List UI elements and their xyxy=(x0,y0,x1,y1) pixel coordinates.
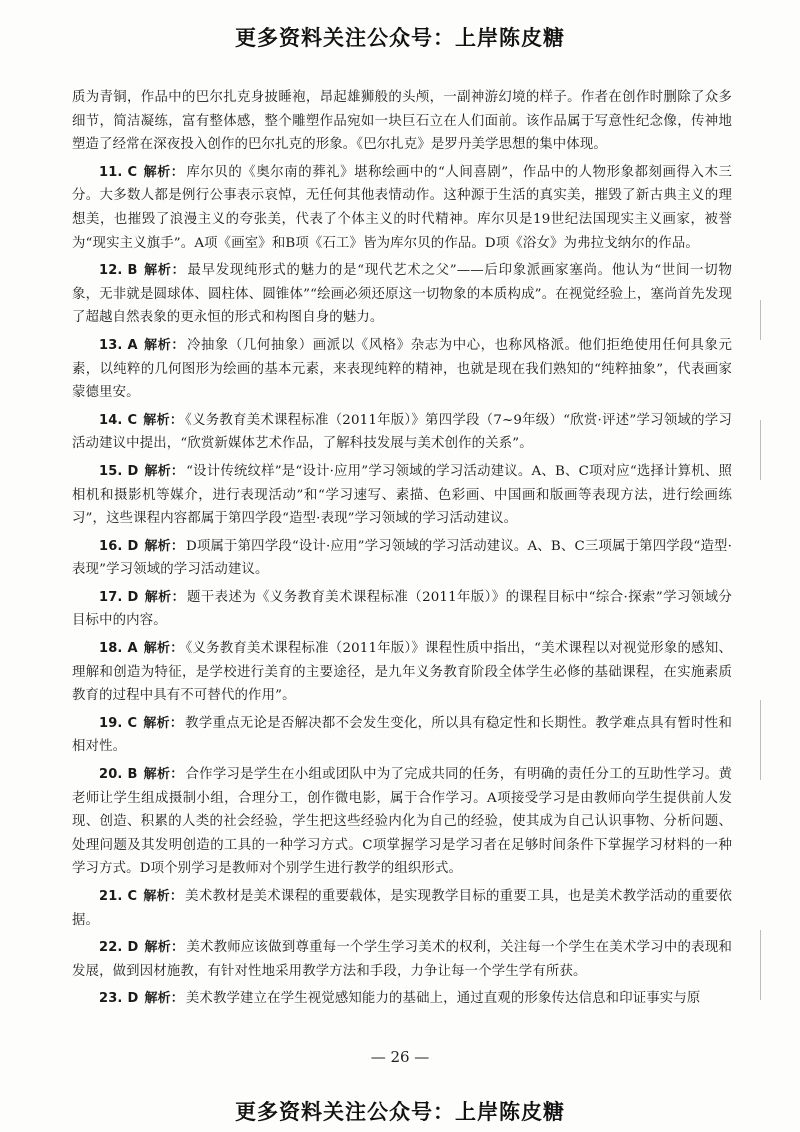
answer-label: 解析： xyxy=(143,412,184,428)
page-number: — 26 — xyxy=(370,1048,430,1066)
answer-letter: C xyxy=(127,412,138,428)
bottom-banner: 更多资料关注公众号：上岸陈皮糖 xyxy=(235,1100,565,1124)
answer-letter: C xyxy=(127,715,138,731)
answer-label: 解析： xyxy=(144,940,185,956)
question-item xyxy=(72,334,732,405)
answer-letter: D xyxy=(127,991,139,1007)
question-item xyxy=(72,987,732,1011)
answer-label: 解析： xyxy=(143,715,184,731)
intro-paragraph: 质为青铜，作品中的巴尔扎克身披睡袍，昂起雄狮般的头颅，一副神游幻境的样子。作者在创作时删除了众多细节，简洁凝练，富有整体感，整个雕塑作品宛如一块巨石立在人们面前。该作品属于写意性纪念像，传神地塑造了经常在深夜投入创作的巴尔扎克的形象。《巴尔扎克》是罗丹美学思想的集中体现。 xyxy=(72,90,732,153)
question-number: 15. xyxy=(99,463,123,479)
answer-letter: B xyxy=(127,767,138,783)
question-item xyxy=(72,409,732,456)
explanation-text: 美术教师应该做到尊重每一个学生学习美术的权利，关注每一个学生在美术学习中的表现和发展，做到因材施教，有针对性地采用教学方法和手段，力争让每一个学生学有所获。 xyxy=(72,940,733,979)
answer-letter: D xyxy=(127,589,139,605)
question-item xyxy=(72,535,732,582)
scan-edge-mark xyxy=(760,700,761,780)
question-item xyxy=(72,161,732,255)
question-number: 20. xyxy=(99,767,123,783)
answer-letter: D xyxy=(127,940,139,956)
answer-letter: D xyxy=(127,538,139,554)
answer-letter: B xyxy=(127,263,138,279)
answer-label: 解析： xyxy=(143,263,186,279)
question-number: 18. xyxy=(99,641,123,657)
answer-explanations xyxy=(72,86,732,1015)
scan-edge-mark xyxy=(760,300,761,340)
answer-label: 解析： xyxy=(143,164,185,180)
explanation-text: 教学重点无论是否解决都不会发生变化，所以具有稳定性和长期性。教学难点具有暂时性和相对性。 xyxy=(72,715,732,755)
answer-letter: A xyxy=(127,337,138,353)
question-number: 14. xyxy=(99,412,123,428)
answer-letter: C xyxy=(127,164,138,180)
answer-label: 解析： xyxy=(143,889,184,904)
answer-label: 解析： xyxy=(143,641,184,657)
question-item xyxy=(72,885,732,932)
explanation-text: 冷抽象（几何抽象）画派以《风格》杂志为中心，也称风格派。他们拒绝使用任何具象元素，以纯粹的几何图形为绘画的基本元素，来表现纯粹的精神，也就是现在我们熟知的“纯粹抽象”，代表画家蒙德里安。 xyxy=(72,337,732,401)
answer-label: 解析： xyxy=(144,589,186,605)
explanation-text: 库尔贝的《奥尔南的葬礼》堪称绘画中的“人间喜剧”，作品中的人物形象都刻画得入木三分。大多数人都是例行公事表示哀悼，无任何其他表情动作。这种源于生活的真实美，摧毁了新古典主义的理想美，也摧毁了浪漫主义的夸张美，代表了个体主义的时代精神。库尔贝是19世纪法国现实主义画家，被誉为“现实主义旗手”。A项《画室》和B项《石工》皆为库尔贝的作品。D项《浴女》为弗拉戈纳尔的作品。 xyxy=(72,164,732,251)
question-number: 22. xyxy=(99,940,123,956)
question-item xyxy=(72,936,732,983)
explanation-text: “设计传统纹样”是“设计·应用”学习领域的学习活动建议。A、B、C项对应“选择计算机、照相机和摄影机等媒介，进行表现活动”和“学习速写、素描、色彩画、中国画和版画等表现方法，进行绘画练习”，这些课程内容都属于第四学段“造型·表现”学习领域的学习活动建议。 xyxy=(72,463,732,527)
question-number: 23. xyxy=(99,991,123,1007)
answer-label: 解析： xyxy=(143,337,185,353)
explanation-text: 美术教学建立在学生视觉感知能力的基础上，通过直观的形象传达信息和印证事实与原 xyxy=(185,991,701,1007)
answer-label: 解析： xyxy=(144,538,184,554)
question-number: 21. xyxy=(99,889,123,904)
question-number: 13. xyxy=(99,337,123,353)
question-number: 17. xyxy=(99,589,123,605)
question-item xyxy=(72,259,732,330)
answer-label: 解析： xyxy=(143,767,184,783)
answer-letter: C xyxy=(127,889,138,904)
question-number: 19. xyxy=(99,715,123,731)
question-number: 12. xyxy=(99,263,123,279)
explanation-text: 《义务教育美术课程标准（2011年版）》课程性质中指出，“美术课程以对视觉形象的感知、理解和创造为特征，是学校进行美育的主要途径，是九年义务教育阶段全体学生必修的基础课程，在实施素质教育的过程中具有不可替代的作用”。 xyxy=(72,641,732,704)
answer-label: 解析： xyxy=(144,463,185,479)
explanation-text: 最早发现纯形式的魅力的是“现代艺术之父”——后印象派画家塞尚。他认为“世间一切物象，无非就是圆球体、圆柱体、圆锥体”“绘画必须还原这一切物象的本质构成”。在视觉经验上，塞尚首先发现了超越自然表象的更永恒的形式和构图自身的魅力。 xyxy=(72,263,732,326)
explanation-text: 美术教材是美术课程的重要载体，是实现教学目标的重要工具，也是美术教学活动的重要依据。 xyxy=(72,889,732,928)
explanation-text: 题干表述为《义务教育美术课程标准（2011年版）》的课程目标中“综合·探索”学习领域分目标中的内容。 xyxy=(72,589,732,629)
question-item xyxy=(72,712,732,759)
question-number: 11. xyxy=(99,164,123,180)
scan-edge-mark xyxy=(760,930,761,1000)
answer-letter: A xyxy=(127,641,138,657)
explanation-text: 合作学习是学生在小组或团队中为了完成共同的任务，有明确的责任分工的互助性学习。黄老师让学生组成摄制小组，合理分工，创作微电影，属于合作学习。A项接受学习是由教师向学生提供前人发现、创造、积累的人类的社会经验，学生把这些经验内化为自己的经验，使其成为自己认识事物、分析问题、处理问题及其发明创造的工具的一种学习方式。C项掌握学习是学习者在足够时间条件下掌握学习材料的一种学习方式。D项个别学习是教师对个别学生进行教学的组织形式。 xyxy=(72,767,732,877)
question-item xyxy=(72,763,732,881)
explanation-text: D项属于第四学段“设计·应用”学习领域的学习活动建议。A、B、C三项属于第四学段“造型·表现”学习领域的学习活动建议。 xyxy=(72,538,732,578)
top-banner: 更多资料关注公众号：上岸陈皮糖 xyxy=(235,26,565,50)
question-item xyxy=(72,460,732,531)
answer-label: 解析： xyxy=(144,991,184,1007)
scan-edge-mark xyxy=(760,420,761,480)
explanation-text: 《义务教育美术课程标准（2011年版）》第四学段（7~9年级）“欣赏·评述”学习领域的学习活动建议中提出，“欣赏新媒体艺术作品，了解科技发展与美术创作的关系”。 xyxy=(72,412,732,452)
question-item xyxy=(72,586,732,633)
answer-letter: D xyxy=(127,463,139,479)
question-item xyxy=(72,637,732,708)
question-number: 16. xyxy=(99,538,123,554)
